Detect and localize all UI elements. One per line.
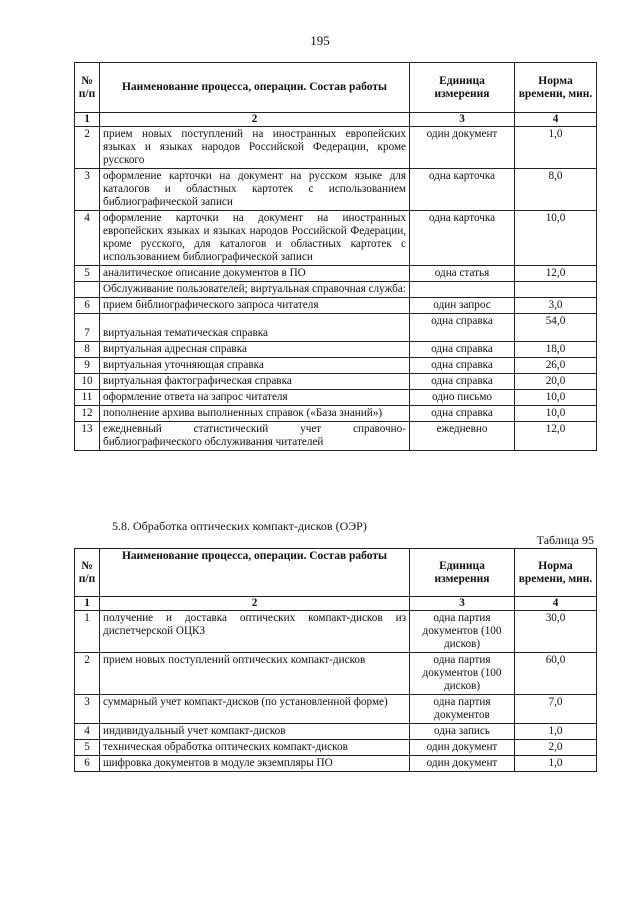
- row-unit: одна карточка: [410, 211, 515, 266]
- row-desc: получение и доставка оптических компакт-дисков из диспетчерской ОЦКЗ: [100, 611, 410, 653]
- row-norm: 12,0: [515, 422, 597, 451]
- row-num: 10: [75, 374, 100, 390]
- table-row: [75, 169, 597, 211]
- row-desc: виртуальная тематическая справка: [100, 314, 410, 342]
- row-desc: оформление карточки на документ на русском языке для каталогов и областных картотек с использованием библиографической записи: [100, 169, 410, 211]
- row-desc: пополнение архива выполненных справок («База знаний»): [100, 406, 410, 422]
- row-norm: 26,0: [515, 358, 597, 374]
- colnum: 1: [75, 113, 100, 127]
- row-num: 8: [75, 342, 100, 358]
- header-unit: Единица измерения: [410, 63, 515, 113]
- row-desc: суммарный учет компакт-дисков (по установленной форме): [100, 695, 410, 724]
- column-numbers-row: [75, 597, 597, 611]
- row-desc: прием новых поступлений оптических компакт-дисков: [100, 653, 410, 695]
- header-num: № п/п: [75, 549, 100, 597]
- table-row: [75, 695, 597, 724]
- table-row: [75, 756, 597, 772]
- row-norm: 3,0: [515, 298, 597, 314]
- header-unit: Единица измерения: [410, 549, 515, 597]
- row-norm: 20,0: [515, 374, 597, 390]
- row-desc: прием новых поступлений на иностранных европейских языках и языках народов Российской Федерации, кроме русского: [100, 127, 410, 169]
- row-num: 11: [75, 390, 100, 406]
- page-number: 195: [310, 33, 330, 48]
- row-norm: 7,0: [515, 695, 597, 724]
- header-norm: Норма времени, мин.: [515, 63, 597, 113]
- table-row: [75, 342, 597, 358]
- row-unit: одна справка: [410, 314, 515, 342]
- row-unit: один документ: [410, 756, 515, 772]
- row-unit: одна справка: [410, 406, 515, 422]
- row-unit: один документ: [410, 127, 515, 169]
- row-num: 13: [75, 422, 100, 451]
- table-row: [75, 282, 597, 298]
- table-row: [75, 314, 597, 342]
- row-unit: одна партия документов (100 дисков): [410, 653, 515, 695]
- row-desc: шифровка документов в модуле экземпляры ПО: [100, 756, 410, 772]
- table-row: [75, 266, 597, 282]
- colnum: 4: [515, 113, 597, 127]
- colnum: 3: [410, 113, 515, 127]
- row-unit: одна справка: [410, 374, 515, 390]
- row-norm: 10,0: [515, 390, 597, 406]
- row-unit: один документ: [410, 740, 515, 756]
- table-row: [75, 653, 597, 695]
- row-num: 2: [75, 653, 100, 695]
- row-desc: индивидуальный учет компакт-дисков: [100, 724, 410, 740]
- row-num: 9: [75, 358, 100, 374]
- table-row: [75, 740, 597, 756]
- row-desc: ежедневный статистический учет справочно-библиографического обслуживания читателей: [100, 422, 410, 451]
- row-desc: техническая обработка оптических компакт-дисков: [100, 740, 410, 756]
- table-caption: Таблица 95: [536, 533, 594, 547]
- table-row: [75, 724, 597, 740]
- table-header-row: [75, 549, 597, 597]
- row-norm: 1,0: [515, 724, 597, 740]
- norms-table-1: [74, 62, 597, 451]
- row-num: 12: [75, 406, 100, 422]
- table-row: [75, 358, 597, 374]
- row-unit: ежедневно: [410, 422, 515, 451]
- colnum: 4: [515, 597, 597, 611]
- table-row: [75, 406, 597, 422]
- row-unit: одна запись: [410, 724, 515, 740]
- row-num: 3: [75, 169, 100, 211]
- table-header-row: [75, 63, 597, 113]
- row-norm: 1,0: [515, 127, 597, 169]
- row-unit: одна партия документов (100 дисков): [410, 611, 515, 653]
- table-row: [75, 390, 597, 406]
- row-desc: аналитическое описание документов в ПО: [100, 266, 410, 282]
- header-num: № п/п: [75, 63, 100, 113]
- row-norm: [515, 282, 597, 298]
- row-unit: одна справка: [410, 342, 515, 358]
- colnum: 2: [100, 597, 410, 611]
- table-row: [75, 422, 597, 451]
- row-unit: одна статья: [410, 266, 515, 282]
- row-num: 6: [75, 298, 100, 314]
- row-norm: 10,0: [515, 406, 597, 422]
- table-row: [75, 298, 597, 314]
- row-norm: 54,0: [515, 314, 597, 342]
- row-num: 1: [75, 611, 100, 653]
- row-norm: 8,0: [515, 169, 597, 211]
- colnum: 3: [410, 597, 515, 611]
- row-num: 4: [75, 724, 100, 740]
- row-norm: 2,0: [515, 740, 597, 756]
- row-desc: Обслуживание пользователей; виртуальная справочная служба:: [100, 282, 410, 298]
- row-unit: одна карточка: [410, 169, 515, 211]
- row-desc: оформление карточки на документ на иностранных европейских языках и языках народов Российской Федерации, кроме русского, для каталогов и областных картотек с использованием библиографической записи: [100, 211, 410, 266]
- row-num: 5: [75, 740, 100, 756]
- row-norm: 18,0: [515, 342, 597, 358]
- row-norm: 10,0: [515, 211, 597, 266]
- row-unit: одна партия документов: [410, 695, 515, 724]
- row-unit: [410, 282, 515, 298]
- row-desc: виртуальная фактографическая справка: [100, 374, 410, 390]
- header-name: Наименование процесса, операции. Состав работы: [100, 63, 410, 113]
- row-num: 5: [75, 266, 100, 282]
- table-row: [75, 374, 597, 390]
- row-desc: оформление ответа на запрос читателя: [100, 390, 410, 406]
- colnum: 1: [75, 597, 100, 611]
- column-numbers-row: [75, 113, 597, 127]
- row-desc: прием библиографического запроса читателя: [100, 298, 410, 314]
- row-num: 4: [75, 211, 100, 266]
- row-norm: 1,0: [515, 756, 597, 772]
- table-row: [75, 127, 597, 169]
- row-unit: один запрос: [410, 298, 515, 314]
- table-row: [75, 211, 597, 266]
- norms-table-2: [74, 548, 597, 772]
- row-unit: одна справка: [410, 358, 515, 374]
- row-desc: виртуальная уточняющая справка: [100, 358, 410, 374]
- header-norm: Норма времени, мин.: [515, 549, 597, 597]
- row-num: 7: [75, 314, 100, 342]
- row-norm: 12,0: [515, 266, 597, 282]
- row-num: 6: [75, 756, 100, 772]
- row-num: 2: [75, 127, 100, 169]
- table-row: [75, 611, 597, 653]
- row-norm: 60,0: [515, 653, 597, 695]
- section-title: 5.8. Обработка оптических компакт-дисков (ОЭР): [112, 519, 367, 533]
- row-unit: одно письмо: [410, 390, 515, 406]
- row-num: [75, 282, 100, 298]
- header-name: Наименование процесса, операции. Состав работы: [100, 549, 410, 597]
- colnum: 2: [100, 113, 410, 127]
- row-desc: виртуальная адресная справка: [100, 342, 410, 358]
- row-num: 3: [75, 695, 100, 724]
- row-norm: 30,0: [515, 611, 597, 653]
